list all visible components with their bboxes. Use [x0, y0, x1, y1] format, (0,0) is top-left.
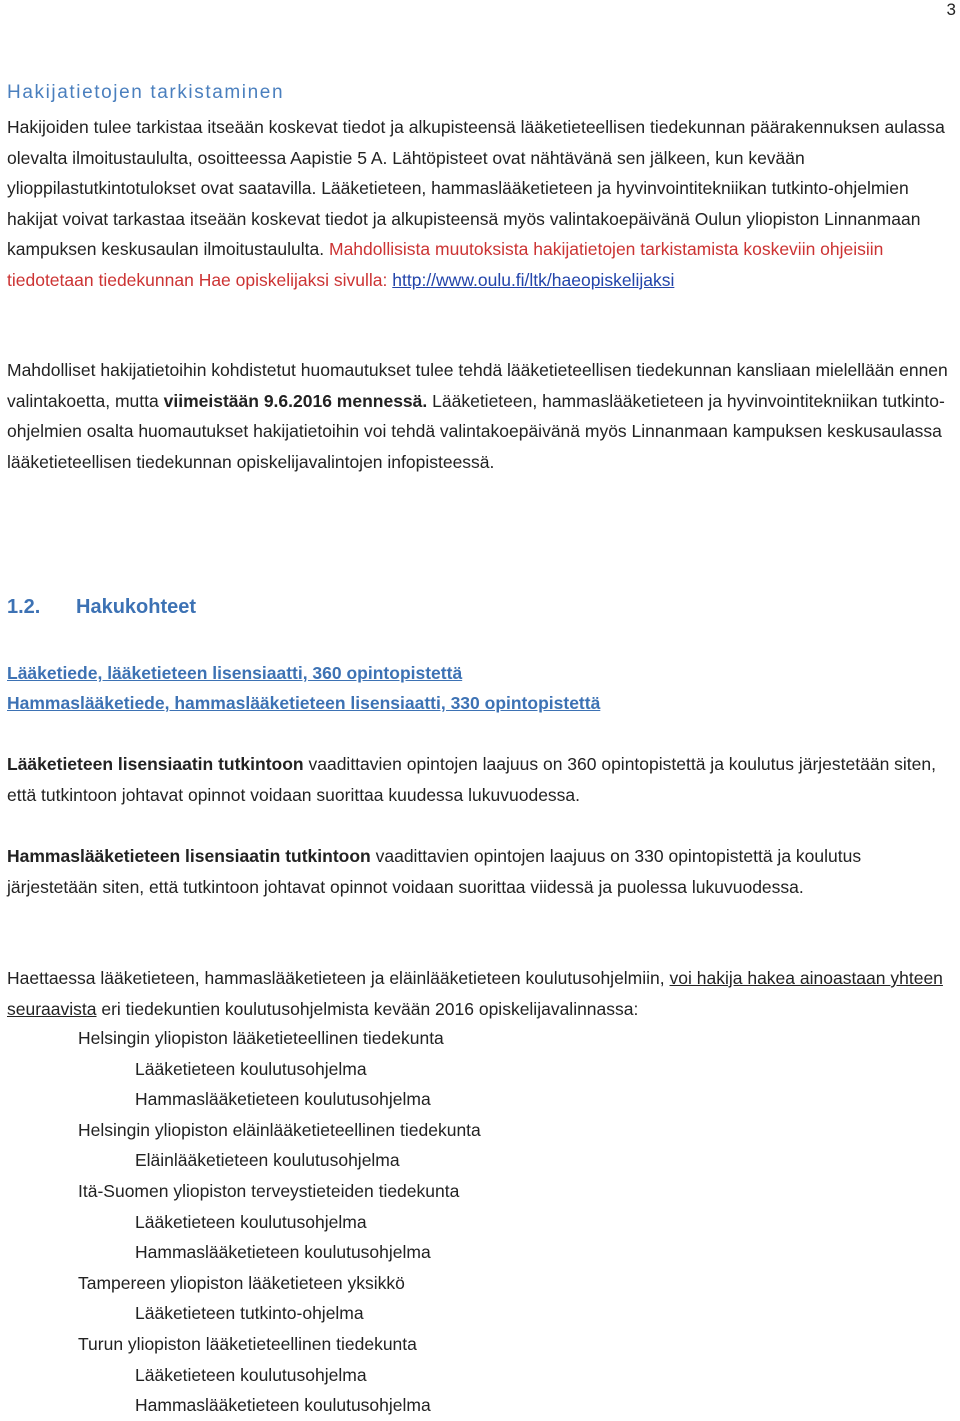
- program-name: Hammaslääketieteen koulutusohjelma: [135, 1242, 431, 1263]
- university-list: [0, 1023, 960, 1421]
- paragraph-text: eri tiedekuntien koulutusohjelmista kevään 2016 opiskelijavalinnassa:: [101, 998, 639, 1019]
- paragraph-medicine-degree: [7, 749, 955, 810]
- degree-name: Hammaslääketieteen lisensiaatin tutkintoon: [7, 846, 371, 866]
- notice-text: Mahdollisista muutoksista hakijatietojen tarkistamista koskeviin ohjeisiin tiedotetaan tiedekunnan Hae opiskelijaksi sivulla:: [7, 239, 884, 290]
- program-name: Hammaslääketieteen koulutusohjelma: [135, 1089, 431, 1110]
- subheading-dentistry: Hammaslääketiede, hammaslääketieteen lisensiaatti, 330 opintopistettä: [7, 693, 601, 713]
- program-name: Hammaslääketieteen koulutusohjelma: [135, 1395, 431, 1416]
- paragraph-text: Hakijoiden tulee tarkistaa itseään koskevat tiedot ja alkupisteensä lääketieteellisen tiedekunnan päärakennuksen aulassa olevalta ilmoitustaululta, osoitteessa Aapistie 5 A. Lähtöpisteet ovat nähtävänä sen jälkeen, kun kevään ylioppilastutkintotulokset ovat saatavilla. Lääketieteen, hammaslääketieteen ja hyvinvointitekniikan tutkinto-ohjelmien hakijat voivat tarkastaa itseään koskevat tiedot ja alkupisteensä myös valintakoepäivänä Oulun yliopiston Linnanmaan kampuksen keskusaulan ilmoitustaululta.: [7, 117, 945, 260]
- program-name: Eläinlääketieteen koulutusohjelma: [135, 1150, 400, 1171]
- paragraph-application-rule: [7, 963, 955, 1024]
- paragraph-text: Haettaessa lääketieteen, hammaslääketieteen ja eläinlääketieteen koulutusohjelmiin,: [7, 968, 665, 988]
- paragraph-text: Lääketieteen, hammaslääketieteen ja hyvinvointitekniikan tutkinto-ohjelmien osalta huomautukset hakijatietoihin voi tehdä valintakoepäivänä myös Linnanmaan kampuksen keskusaulassa lääketieteellisen tiedekunnan opiskelijavalintojen infopisteessä.: [7, 390, 945, 472]
- university-name: Tampereen yliopiston lääketieteen yksikkö: [78, 1272, 405, 1293]
- paragraph-text: vaadittavien opintojen laajuus on 330 opintopistettä ja koulutus järjestetään siten, että tutkintoon johtavat opinnot voidaan suorittaa viidessä ja puolessa lukuvuodessa.: [7, 846, 862, 897]
- paragraph-remarks: [7, 355, 955, 477]
- subheading-medicine: Lääketiede, lääketieteen lisensiaatti, 360 opintopistettä: [7, 663, 463, 683]
- program-name: Lääketieteen koulutusohjelma: [135, 1211, 367, 1232]
- program-name: Lääketieteen tutkinto-ohjelma: [135, 1303, 364, 1324]
- paragraph-text: vaadittavien opintojen laajuus on 360 opintopistettä ja koulutus järjestetään siten, että tutkintoon johtavat opinnot voidaan suorittaa kuudessa lukuvuodessa.: [7, 754, 936, 805]
- university-name: Helsingin yliopiston eläinlääketieteellinen tiedekunta: [78, 1119, 481, 1140]
- heading-title: Hakukohteet: [76, 596, 197, 618]
- program-name: Lääketieteen koulutusohjelma: [135, 1364, 367, 1385]
- paragraph-result-checking: [7, 112, 955, 296]
- section-title: Hakijatietojen tarkistaminen: [7, 81, 285, 103]
- rule-underlined: voi hakija hakea ainoastaan yhteen seuraavista: [7, 968, 943, 1019]
- university-name: Itä-Suomen yliopiston terveystieteiden tiedekunta: [78, 1180, 460, 1201]
- heading-number: 1.2.: [7, 596, 41, 618]
- paragraph-text: Mahdolliset hakijatietoihin kohdistetut huomautukset tulee tehdä lääketieteellisen tiedekunnan kansliaan mielellään ennen valintakoetta, mutta: [7, 360, 948, 411]
- paragraph-dentistry-degree: [7, 841, 955, 902]
- program-name: Lääketieteen koulutusohjelma: [135, 1058, 367, 1079]
- page-number: 3: [946, 0, 956, 19]
- deadline-text: viimeistään 9.6.2016 mennessä.: [163, 390, 428, 411]
- university-name: Turun yliopiston lääketieteellinen tiedekunta: [78, 1333, 417, 1354]
- degree-name: Lääketieteen lisensiaatin tutkintoon: [7, 754, 304, 774]
- heading-1-2: [7, 593, 196, 621]
- info-link[interactable]: http://www.oulu.fi/ltk/haeopiskelijaksi: [392, 269, 675, 290]
- university-name: Helsingin yliopiston lääketieteellinen tiedekunta: [78, 1028, 444, 1048]
